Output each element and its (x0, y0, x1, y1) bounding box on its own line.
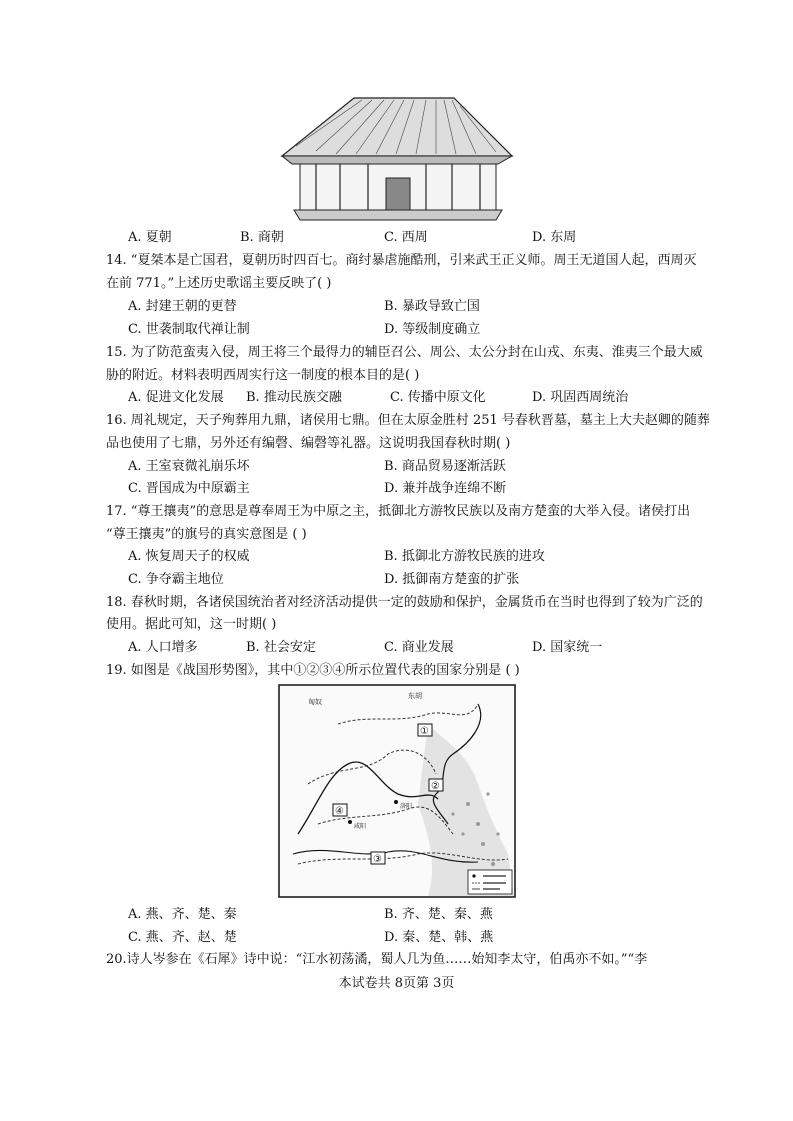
q16-option-b: B. 商品贸易逐渐活跃 (384, 459, 506, 474)
q13-option-c: C. 西周 (384, 230, 428, 245)
q18-stem-line1: 18. 春秋时期，各诸侯国统治者对经济活动提供一定的鼓励和保护，金属货币在当时也得到了较为广泛的 (106, 595, 703, 610)
q14-option-c: C. 世袭制取代禅让制 (128, 322, 250, 337)
q17-stem-line2: “尊王攘夷”的旗号的真实意图是 ( ) (106, 527, 307, 542)
q13-option-a: A. 夏朝 (128, 230, 172, 245)
q17-option-b: B. 抵御北方游牧民族的进攻 (384, 549, 545, 564)
q14-option-d: D. 等级制度确立 (384, 322, 481, 337)
q14-option-b: B. 暴政导致亡国 (384, 299, 480, 314)
q19-option-b: B. 齐、楚、秦、燕 (384, 907, 493, 922)
q16-option-a: A. 王室衰微礼崩乐坏 (128, 459, 250, 474)
map-label-luoyang: 洛阳 (400, 803, 413, 810)
q18-option-c: C. 商业发展 (384, 640, 454, 655)
q14-option-a: A. 封建王朝的更替 (128, 299, 237, 314)
q15-option-c: C. 传播中原文化 (390, 390, 486, 405)
q17-option-c: C. 争夺霸主地位 (128, 572, 224, 587)
q16-option-d: D. 兼并战争连绵不断 (384, 481, 507, 496)
page-footer: 本试卷共 8页第 3页 (338, 976, 455, 991)
map-marker-1: ① (420, 726, 429, 737)
q16-stem-line1: 16. 周礼规定，天子殉葬用九鼎，诸侯用七鼎。但在太原金胜村 251 号春秋晋墓，墓主上大夫赵卿的随葬 (106, 413, 710, 428)
q15-stem-line1: 15. 为了防范蛮夷入侵，周王将三个最得力的辅臣召公、周公、太公分封在山戎、东夷、淮夷三个最大威 (106, 345, 703, 360)
q15-stem-line2: 胁的附近。材料表明西周实行这一制度的根本目的是( ) (106, 368, 420, 383)
q13-option-d: D. 东周 (532, 230, 577, 245)
q16-stem-line2: 品也使用了七鼎，另外还有编磬、编磬等礼器。这说明我国春秋时期( ) (106, 436, 511, 451)
map-label-donghu: 东胡 (408, 692, 422, 700)
q15-option-a: A. 促进文化发展 (128, 390, 224, 405)
q19-option-c: C. 燕、齐、赵、楚 (128, 930, 237, 945)
q16-option-c: C. 晋国成为中原霸主 (128, 481, 250, 496)
q19-option-a: A. 燕、齐、楚、秦 (128, 907, 237, 922)
map-marker-4: ④ (335, 806, 344, 817)
q20-stem: 20.诗人岑参在《石犀》诗中说：“江水初荡潏，蜀人几为鱼……始知李太守，伯禹亦不如。”“李 (106, 952, 648, 967)
q13-option-b: B. 商朝 (240, 230, 284, 245)
ancient-house-illustration (276, 96, 522, 224)
q14-stem-line2: 在前 771。”上述历史歌谣主要反映了( ) (106, 276, 332, 291)
q18-option-a: A. 人口增多 (128, 640, 198, 655)
q19-stem: 19. 如图是《战国形势图》，其中①②③④所示位置代表的国家分别是 ( ) (106, 663, 520, 678)
q14-stem-line1: 14. “夏桀本是亡国君，夏朝历时四百七。商纣暴虐施酷刑，引来武王正义师。周王无道国人起，西周灭 (106, 253, 697, 268)
q17-option-d: D. 抵御南方楚蛮的扩张 (384, 572, 520, 587)
map-marker-3: ③ (373, 854, 382, 865)
q18-option-b: B. 社会安定 (246, 640, 316, 655)
q18-option-d: D. 国家统一 (532, 640, 603, 655)
q17-stem-line1: 17. “尊王攘夷”的意思是尊奉周王为中原之主，抵御北方游牧民族以及南方楚蛮的大举入侵。诸侯打出 (106, 504, 691, 519)
map-marker-2: ② (431, 781, 440, 792)
map-label-xianyang: 咸阳 (354, 823, 367, 830)
warring-states-map (278, 684, 516, 898)
map-label-xiongnu: 匈奴 (308, 698, 322, 706)
q18-stem-line2: 使用。据此可知，这一时期( ) (106, 617, 277, 632)
q19-option-d: D. 秦、楚、韩、燕 (384, 930, 494, 945)
q15-option-d: D. 巩固西周统治 (532, 390, 629, 405)
q15-option-b: B. 推动民族交融 (246, 390, 342, 405)
q17-option-a: A. 恢复周天子的权威 (128, 549, 250, 564)
